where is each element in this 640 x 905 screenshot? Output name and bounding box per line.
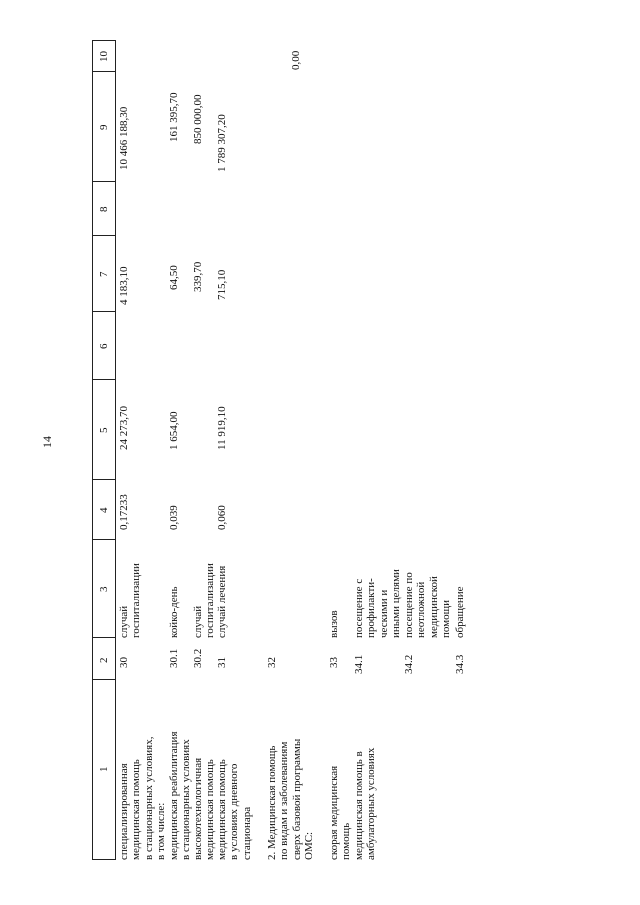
cell-unit: случай госпитализации: [192, 563, 217, 638]
header-col-3: 3: [98, 586, 110, 592]
cell-col4: 0,060: [216, 505, 228, 530]
header-col-9: 9: [98, 124, 110, 130]
cell-unit: вызов: [328, 610, 340, 638]
cell-unit: случай лечения: [216, 565, 228, 638]
cell-unit: обращение: [454, 586, 466, 638]
cell-col5: 1 654,00: [168, 411, 180, 450]
header-col-5: 5: [98, 427, 110, 433]
cell-service: медицинская помощь в условиях дневного стационара: [216, 759, 253, 860]
cell-col9: 10 466 188,30: [118, 106, 130, 170]
cell-service: медицинская реабилитация в стационарных условиях: [168, 731, 193, 860]
cell-col4: 0,17233: [118, 494, 130, 530]
cell-unit: посещение с профилакти- ческими и иными целями: [353, 569, 402, 638]
cell-row-number: 33: [328, 657, 340, 668]
cell-service: 2. Медицинская помощь по видам и заболеваниям сверх базовой программы ОМС:: [266, 738, 315, 860]
cell-col7: 4 183,10: [118, 266, 130, 305]
cell-row-number: 34.3: [454, 654, 466, 674]
cell-col10: 0,00: [290, 50, 302, 70]
table-header-row: [92, 40, 116, 860]
cell-col7: 339,70: [192, 261, 204, 292]
cell-row-number: 30: [118, 657, 130, 668]
cell-col5: 11 919,10: [216, 406, 228, 450]
cell-row-number: 34.1: [353, 654, 365, 674]
header-col-2: 2: [98, 657, 110, 663]
cell-service: высокотехнологичная медицинская помощь: [192, 757, 217, 860]
cell-service: медицинская помощь в амбулаторных условиях: [353, 747, 378, 860]
cell-service: специализированная медицинская помощь в стационарных условиях, в том числе:: [118, 736, 167, 860]
cell-col9: 161 395,70: [168, 92, 180, 142]
header-col-1: 1: [98, 766, 110, 772]
page-number: 14: [40, 436, 54, 448]
cell-row-number: 30.1: [168, 648, 180, 668]
cell-col9: 1 789 307,20: [216, 114, 228, 172]
header-col-7: 7: [98, 271, 110, 277]
cell-col7: 715,10: [216, 269, 228, 300]
cell-row-number: 34.2: [403, 654, 415, 674]
cell-row-number: 32: [266, 657, 278, 668]
header-col-8: 8: [98, 206, 110, 212]
cell-unit: койко-день: [168, 586, 180, 638]
cell-col7: 64,50: [168, 265, 180, 290]
header-col-10: 10: [98, 51, 110, 62]
cell-row-number: 31: [216, 657, 228, 668]
cell-unit: посещение по неотложной медицинской помощи: [403, 572, 452, 638]
cell-col9: 850 000,00: [192, 94, 204, 144]
header-col-4: 4: [98, 507, 110, 513]
cell-row-number: 30.2: [192, 648, 204, 668]
cell-unit: случай госпитализации: [118, 563, 143, 638]
cell-col4: 0,039: [168, 505, 180, 530]
rotated-table: [92, 40, 607, 860]
cell-service: скорая медицинская помощь: [328, 765, 353, 860]
cell-col5: 24 273,70: [118, 406, 130, 450]
header-col-6: 6: [98, 343, 110, 349]
